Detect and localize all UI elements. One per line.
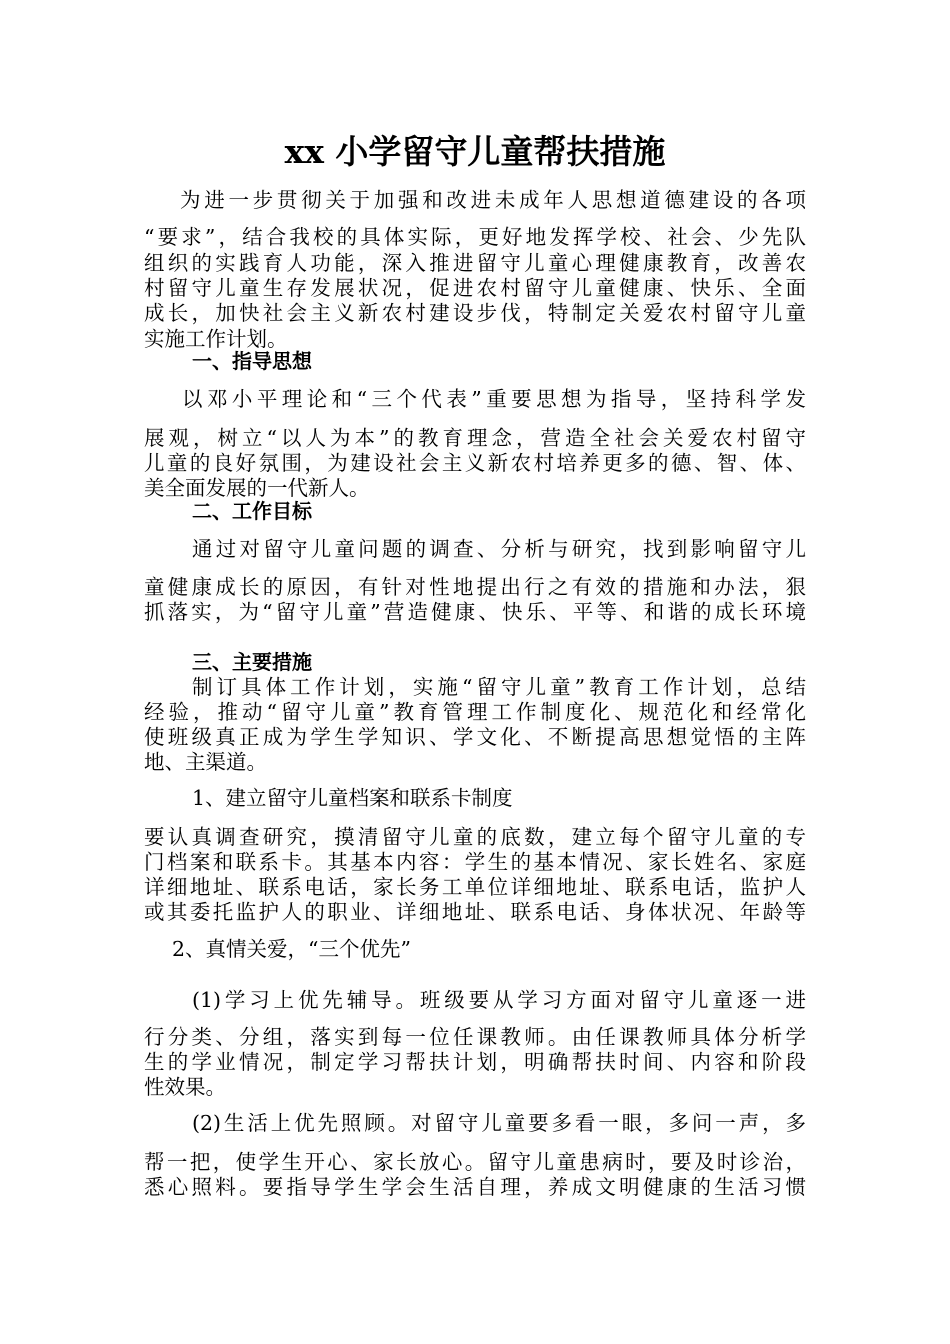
paragraph-line: 或其委托监护人的职业、详细地址、联系电话、身体状况、年龄等	[144, 900, 806, 924]
paragraph-line: 抓落实，为“留守儿童”营造健康、快乐、平等、和谐的成长环境	[144, 600, 806, 624]
paragraph-line: 实施工作计划。	[144, 327, 288, 351]
paragraph-line: 通过对留守儿童问题的调查、分析与研究，找到影响留守儿	[192, 537, 806, 561]
paragraph-line: 村留守儿童生存发展状况，促进农村留守儿童健康、快乐、全面	[144, 276, 806, 300]
paragraph-line: 地、主渠道。	[144, 750, 267, 774]
paragraph-line: 制订具体工作计划，实施“留守儿童”教育工作计划，总结	[192, 675, 806, 699]
document-title: xx 小学留守儿童帮扶措施	[284, 132, 666, 171]
paragraph-line: 儿童的良好氛围，为建设社会主义新农村培养更多的德、智、体、	[144, 451, 806, 475]
paragraph-line: 门档案和联系卡。其基本内容：学生的基本情况、家长姓名、家庭	[144, 850, 806, 874]
paragraph-line: 以邓小平理论和“三个代表”重要思想为指导，坚持科学发	[182, 387, 806, 411]
paragraph-line: “要求”，结合我校的具体实际，更好地发挥学校、社会、少先队	[144, 225, 806, 249]
subsection-heading: 2、真情关爱，“三个优先”	[172, 937, 412, 961]
paragraph-line: 展观，树立“以人为本”的教育理念，营造全社会关爱农村留守	[144, 426, 806, 450]
paragraph-line: 行分类、分组，落实到每一位任课教师。由任课教师具体分析学	[144, 1025, 806, 1049]
paragraph-line: 经验，推动“留守儿童”教育管理工作制度化、规范化和经常化	[144, 700, 806, 724]
paragraph-line: 为进一步贯彻关于加强和改进未成年人思想道德建设的各项	[180, 188, 806, 212]
paragraph-line: 成长，加快社会主义新农村建设步伐，特制定关爱农村留守儿童	[144, 301, 806, 325]
subsection-heading: 1、建立留守儿童档案和联系卡制度	[192, 786, 513, 810]
paragraph-line: 组织的实践育人功能，深入推进留守儿童心理健康教育，改善农	[144, 251, 806, 275]
paragraph-line: 性效果。	[144, 1075, 226, 1099]
paragraph-line: (2)生活上优先照顾。对留守儿童要多看一眼，多问一声，多	[192, 1111, 806, 1135]
section-heading: 三、主要措施	[192, 650, 312, 674]
paragraph-line: 帮一把，使学生开心、家长放心。留守儿童患病时，要及时诊治，	[144, 1150, 806, 1174]
paragraph-line: 使班级真正成为学生学知识、学文化、不断提高思想觉悟的主阵	[144, 725, 806, 749]
section-heading: 一、指导思想	[192, 349, 312, 373]
paragraph-line: 生的学业情况，制定学习帮扶计划，明确帮扶时间、内容和阶段	[144, 1050, 806, 1074]
paragraph-line: 童健康成长的原因，有针对性地提出行之有效的措施和办法，狠	[144, 575, 806, 599]
paragraph-line: 要认真调查研究，摸清留守儿童的底数，建立每个留守儿童的专	[144, 825, 806, 849]
section-heading: 二、工作目标	[192, 499, 312, 523]
paragraph-line: (1)学习上优先辅导。班级要从学习方面对留守儿童逐一进	[192, 988, 806, 1012]
paragraph-line: 悉心照料。要指导学生学会生活自理，养成文明健康的生活习惯	[144, 1175, 806, 1199]
paragraph-line: 美全面发展的一代新人。	[144, 476, 370, 500]
paragraph-line: 详细地址、联系电话，家长务工单位详细地址、联系电话，监护人	[144, 875, 806, 899]
